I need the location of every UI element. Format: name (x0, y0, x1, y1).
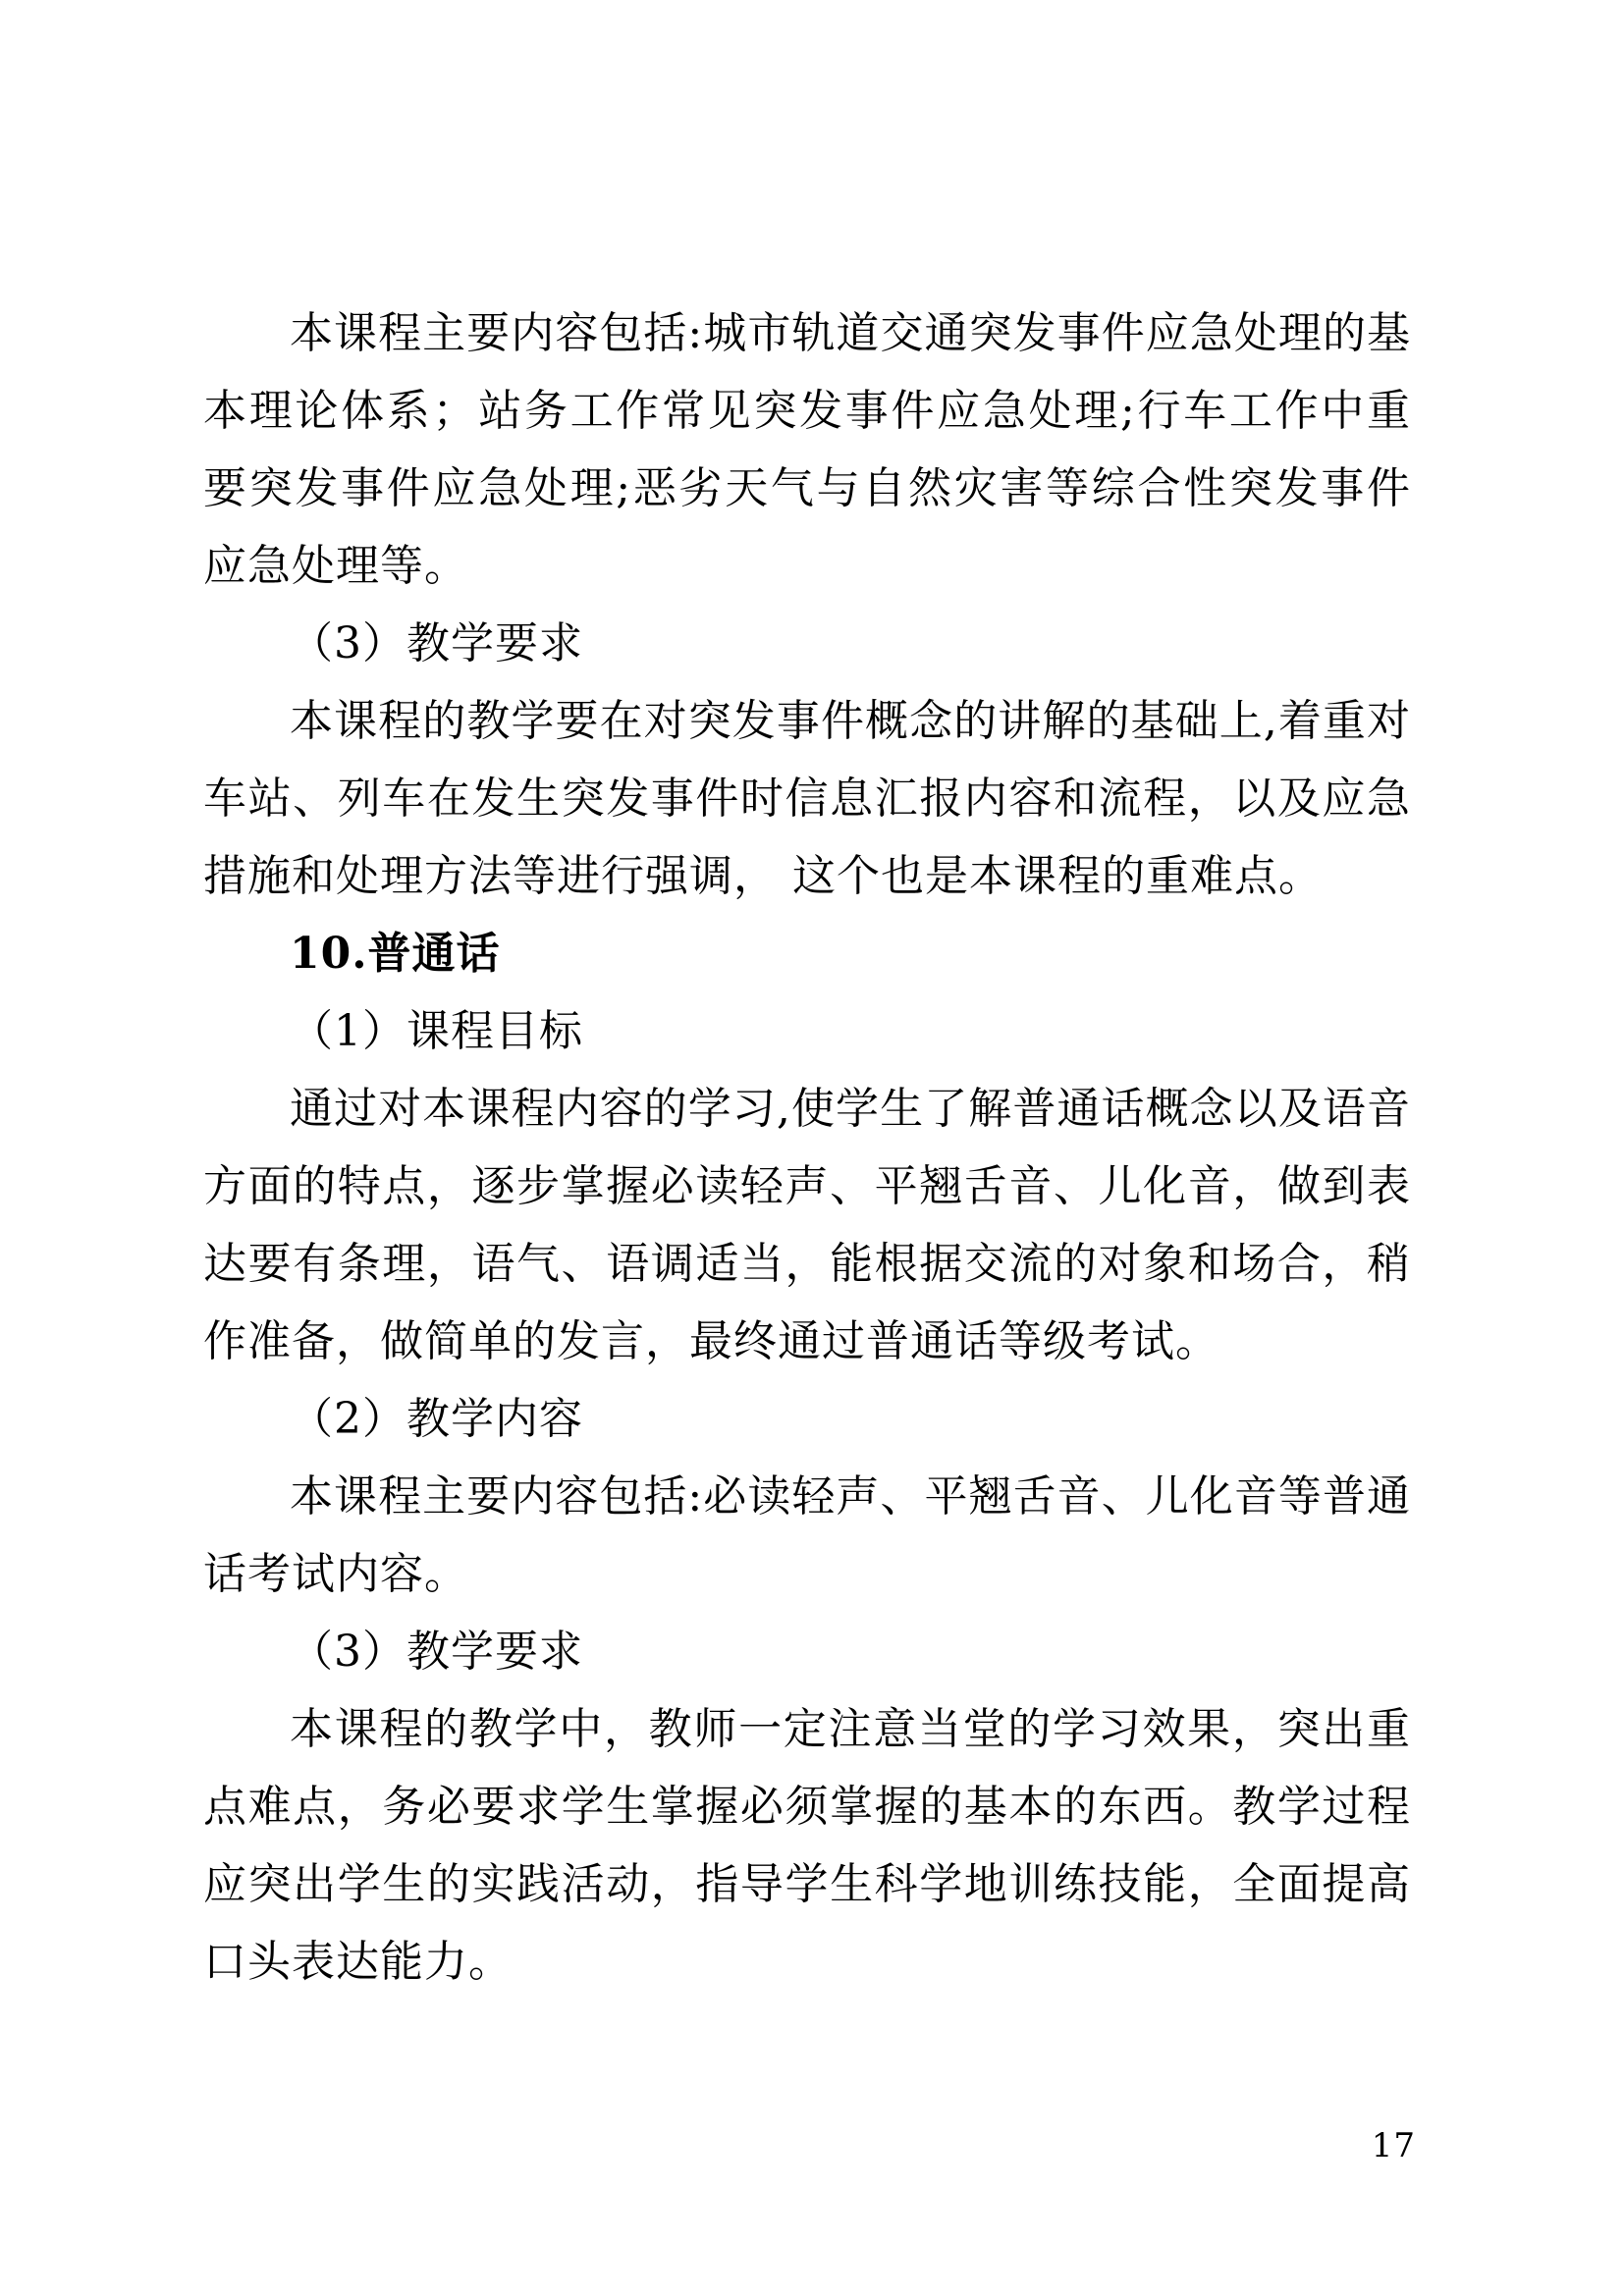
paragraph-teaching-requirements-emergency: 本课程的教学要在对突发事件概念的讲解的基础上,着重对车站、列车在发生突发事件时信息汇报内容和流程，以及应急措施和处理方法等进行强调， 这个也是本课程的重难点。 (203, 696, 1411, 901)
section-heading-teaching-requirements: （3）教学要求 (290, 618, 583, 668)
course-heading-mandarin: 10.普通话 (290, 929, 501, 979)
section-heading-course-objectives: （1）课程目标 (290, 1006, 583, 1056)
paragraph-teaching-requirements-mandarin: 本课程的教学中，教师一定注意当堂的学习效果，突出重点难点，务必要求学生掌握必须掌握的基本的东西。教学过程应突出学生的实践活动，指导学生科学地训练技能，全面提高口头表达能力。 (203, 1704, 1411, 1987)
section-heading-teaching-requirements-2: （3）教学要求 (290, 1627, 583, 1677)
section-heading-teaching-content: （2）教学内容 (290, 1394, 583, 1444)
document-body (203, 294, 1411, 2001)
page-number: 17 (1371, 2126, 1416, 2165)
paragraph-teaching-content-emergency: 本课程主要内容包括:城市轨道交通突发事件应急处理的基本理论体系；站务工作常见突发事件应急处理;行车工作中重要突发事件应急处理;恶劣天气与自然灾害等综合性突发事件应急处理等。 (203, 308, 1411, 591)
paragraph-teaching-content-mandarin: 本课程主要内容包括:必读轻声、平翘舌音、儿化音等普通话考试内容。 (203, 1471, 1411, 1599)
paragraph-course-objectives-mandarin: 通过对本课程内容的学习,使学生了解普通话概念以及语音方面的特点，逐步掌握必读轻声、平翘舌音、儿化音，做到表达要有条理，语气、语调适当，能根据交流的对象和场合，稍作准备，做简单的发言，最终通过普通话等级考试。 (203, 1084, 1411, 1366)
